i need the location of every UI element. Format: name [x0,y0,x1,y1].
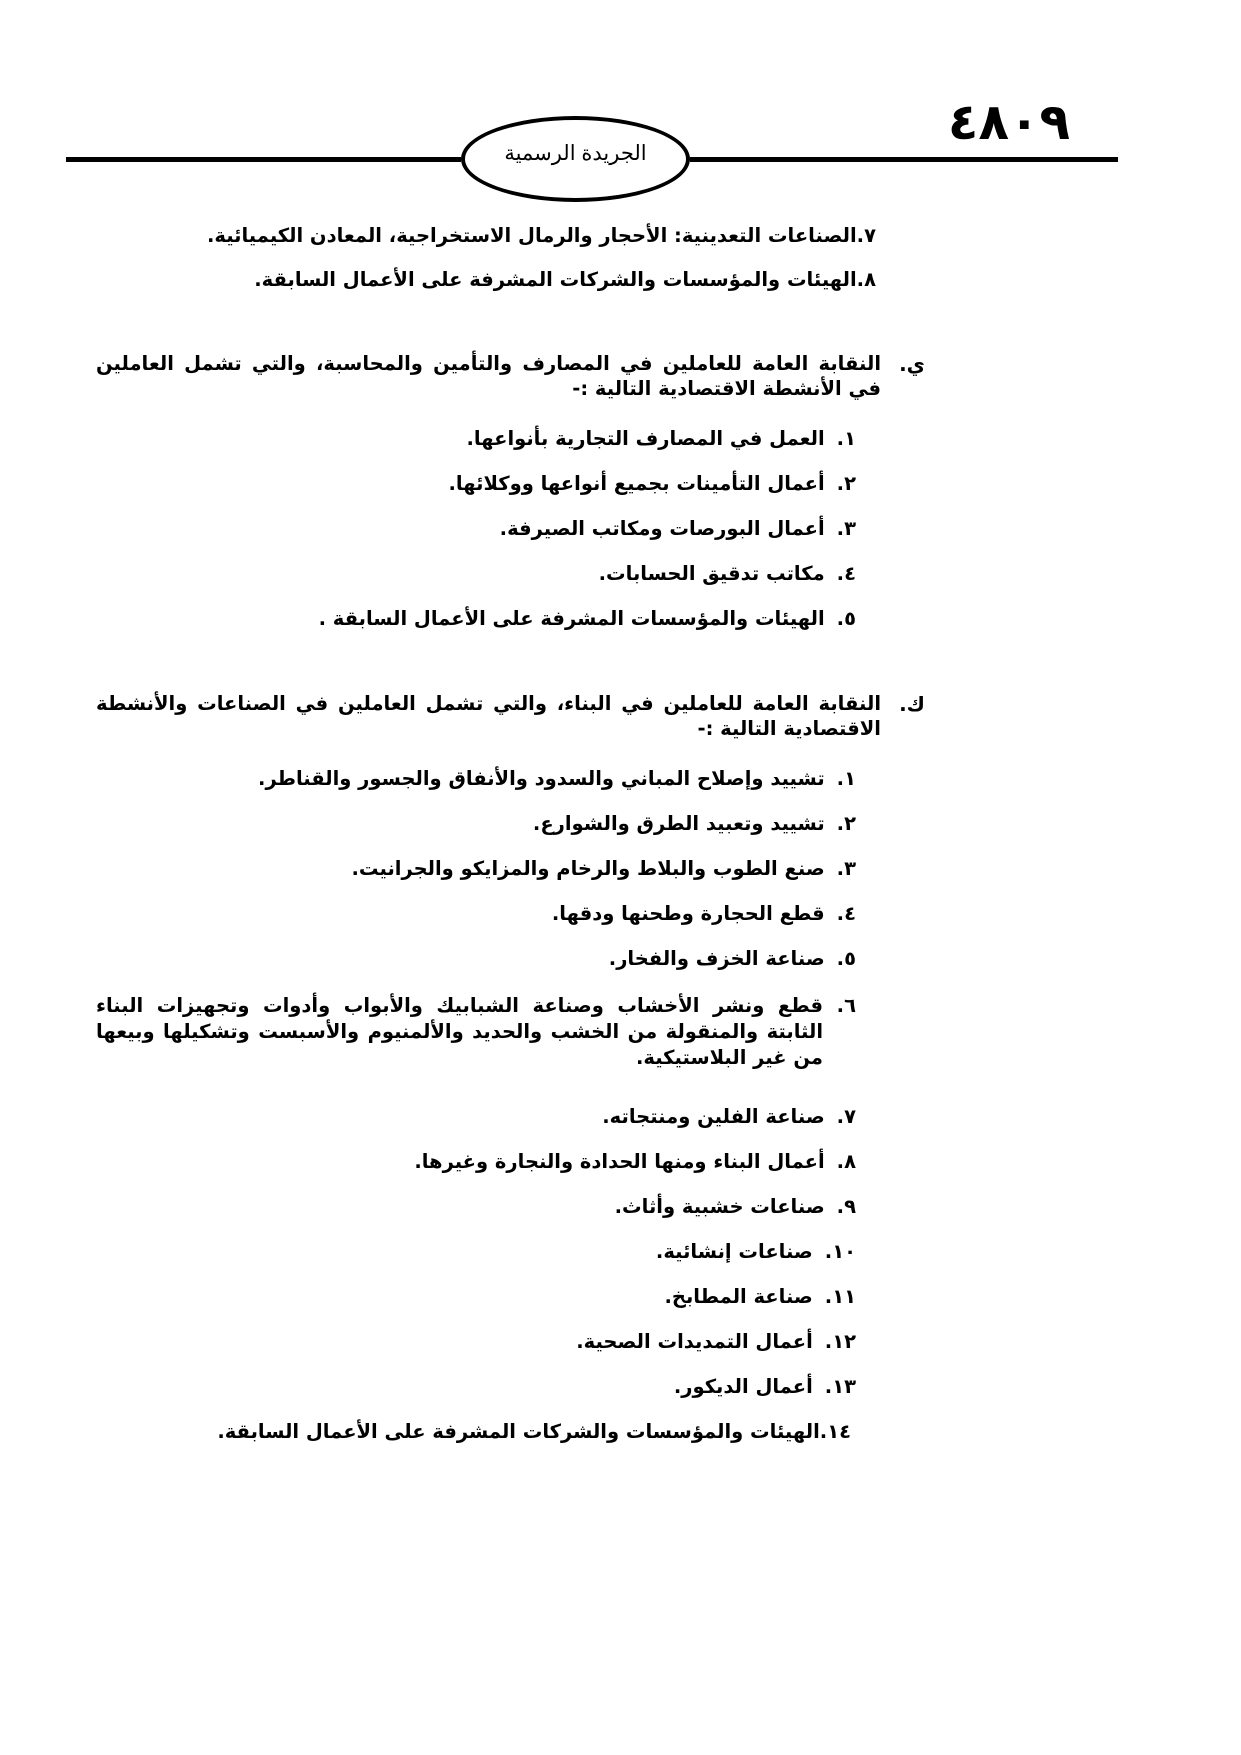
list-item: ٥.صناعة الخزف والفخار. [608,947,856,970]
list-item: ٧.الصناعات التعدينية: الأحجار والرمال الاستخراجية، المعادن الكيميائية. [206,224,876,247]
section-intro-y: النقابة العامة للعاملين في المصارف والتأمين والمحاسبة، والتي تشمل العاملين في الأنشطة الاقتصادية التالية :- [96,352,881,400]
list-item: ١.العمل في المصارف التجارية بأنواعها. [466,427,856,450]
list-item: ١٠.صناعات إنشائية. [655,1240,856,1263]
page-number: ٤٨٠٩ [947,93,1070,151]
list-item: ١٤.الهيئات والمؤسسات والشركات المشرفة على الأعمال السابقة. [217,1420,851,1443]
list-item-multiline: قطع ونشر الأخشاب وصناعة الشبابيك والأبواب وأدوات وتجهيزات البناء الثابتة والمنقولة من الخشب والحديد والألمنيوم والأسبست وتشكيلها وبيعها من غير البلاستيكية. [96,994,823,1069]
list-item: ٩.صناعات خشبية وأثاث. [614,1195,856,1218]
header-rule-right [690,157,1118,162]
masthead-title: الجريدة الرسمية [504,141,647,165]
list-item: ١٢.أعمال التمديدات الصحية. [576,1330,856,1353]
list-item-number: ٦. [836,994,856,1017]
list-item: ٨.الهيئات والمؤسسات والشركات المشرفة على الأعمال السابقة. [254,268,876,291]
list-item: ٤.مكاتب تدقيق الحسابات. [598,562,856,585]
list-item: ٨.أعمال البناء ومنها الحدادة والنجارة وغيرها. [414,1150,856,1173]
list-item: ١١.صناعة المطابخ. [664,1285,856,1308]
list-item: ٣.صنع الطوب والبلاط والرخام والمزايكو والجرانيت. [351,857,856,880]
list-item: ١.تشييد وإصلاح المباني والسدود والأنفاق والجسور والقناطر. [258,767,856,790]
list-item: ٢.تشييد وتعبيد الطرق والشوارع. [532,812,856,835]
list-item: ١٣.أعمال الديكور. [673,1375,856,1398]
list-item: ٤.قطع الحجارة وطحنها ودقها. [551,902,856,925]
masthead-ellipse [461,116,690,202]
section-intro-k: النقابة العامة للعاملين في البناء، والتي تشمل العاملين في الصناعات والأنشطة الاقتصادية التالية :- [96,692,881,740]
header-rule-left [66,157,461,162]
list-item: ٢.أعمال التأمينات بجميع أنواعها ووكلائها. [448,472,856,495]
section-marker-k: ك. [899,692,925,716]
list-item: ٣.أعمال البورصات ومكاتب الصيرفة. [499,517,856,540]
list-item: ٧.صناعة الفلين ومنتجاته. [602,1105,856,1128]
section-marker-y: ي. [899,352,925,376]
list-item: ٥.الهيئات والمؤسسات المشرفة على الأعمال السابقة . [318,607,856,630]
